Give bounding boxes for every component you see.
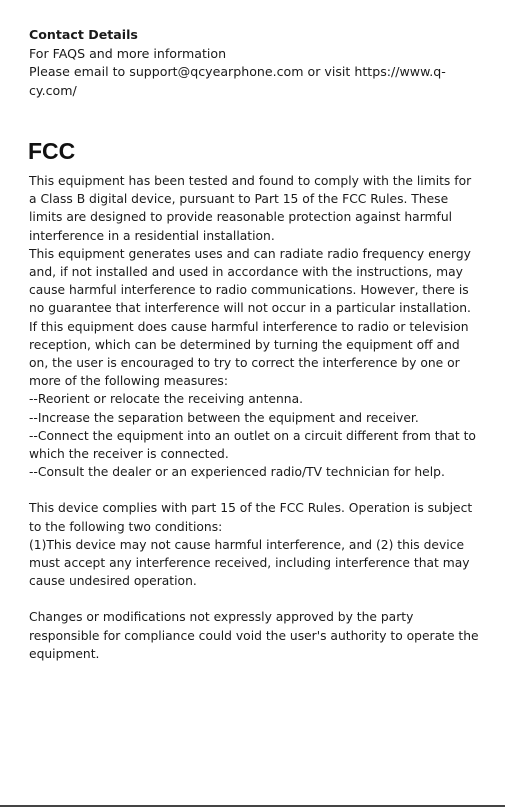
measure-item-reorient: --Reorient or relocate the receiving antenna. xyxy=(29,392,304,407)
measure-item-separation: --Increase the separation between the equipment and receiver. xyxy=(29,410,419,425)
paragraph-spacer xyxy=(29,481,481,499)
measure-item-consult: --Consult the dealer or an experienced radio/TV technician for help. xyxy=(29,465,445,480)
faq-info-line: For FAQS and more information xyxy=(29,45,227,61)
fcc-title: FCC xyxy=(28,138,76,164)
measure-item-outlet: --Connect the equipment into an outlet on a circuit different from that to which the receiver is connected. xyxy=(29,428,476,462)
fcc-paragraph-part15: This device complies with part 15 of the FCC Rules. Operation is subject to the following two conditions: xyxy=(29,501,473,534)
contact-details-section xyxy=(29,26,489,100)
paragraph-spacer xyxy=(29,590,481,608)
fcc-paragraph-class-b: This equipment has been tested and found to comply with the limits for a Class B digital device, pursuant to Part 15 of the FCC Rules. These limits are designed to provide reasonable protection against harmful interference in a residential installation. xyxy=(29,174,472,243)
email-website-line: Please email to support@qcyearphone.com or visit https://www.q-cy.com/ xyxy=(29,64,446,98)
fcc-paragraph-interference: This equipment generates uses and can radiate radio frequency energy and, if not installed and used in accordance with the instructions, may cause harmful interference to radio communications. However, there is no guarantee that interference will not occur in a particular installation. If this equipment does cause harmful interference to radio or television reception, which can be determined by turning the equipment off and on, the user is encouraged to try to correct the interference by one or more of the following measures: xyxy=(29,246,471,389)
fcc-paragraph-conditions: (1)This device may not cause harmful interference, and (2) this device must accept any interference received, including interference that may cause undesired operation. xyxy=(29,537,470,589)
contact-heading: Contact Details xyxy=(29,27,138,42)
fcc-statement xyxy=(29,172,481,663)
fcc-paragraph-modifications: Changes or modifications not expressly approved by the party responsible for compliance could void the user's authority to operate the equipment. xyxy=(29,610,479,661)
